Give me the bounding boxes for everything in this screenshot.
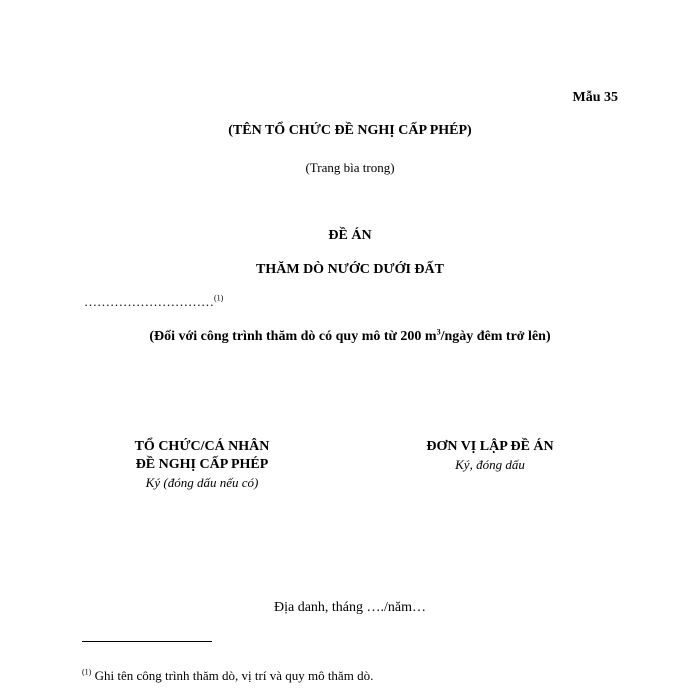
document-title: ĐỀ ÁN (328, 228, 372, 243)
place-and-date: Địa danh, tháng …./năm… (273, 600, 427, 615)
footnote-text: Ghi tên công trình thăm dò, vị trí và quy mô thăm dò. (91, 668, 374, 683)
scope-note-prefix: (Đối với công trình thăm dò có quy mô từ 200 m (149, 329, 437, 344)
project-blank-dots: ………………………… (84, 294, 214, 309)
footnote (82, 668, 373, 684)
signature-block-applicant (82, 438, 322, 492)
footnote-divider (82, 641, 212, 642)
form-number: Mẫu 35 (572, 90, 618, 105)
scope-note-superscript: 3 (436, 327, 441, 337)
document-subtitle: THĂM DÒ NƯỚC DƯỚI ĐẤT (256, 262, 444, 277)
organization-name-placeholder: (TÊN TỔ CHỨC ĐỀ NGHỊ CẤP PHÉP) (228, 123, 472, 138)
preparer-sign-note: Ký, đóng dấu (455, 457, 525, 472)
cover-page-note: (Trang bìa trong) (305, 160, 395, 175)
footnote-marker: (1) (82, 667, 92, 677)
scope-note (0, 329, 700, 345)
preparer-title: ĐƠN VỊ LẬP ĐỀ ÁN (426, 439, 554, 454)
applicant-title-line1: TỔ CHỨC/CÁ NHÂN (134, 439, 270, 454)
project-footnote-ref: (1) (214, 293, 224, 303)
project-name-blank (84, 294, 223, 310)
signature-block-preparer (360, 438, 620, 474)
applicant-title-line2: ĐỀ NGHỊ CẤP PHÉP (135, 457, 269, 472)
applicant-sign-note: Ký (đóng dấu nếu có) (145, 475, 259, 490)
scope-note-suffix: /ngày đêm trở lên) (440, 329, 551, 344)
